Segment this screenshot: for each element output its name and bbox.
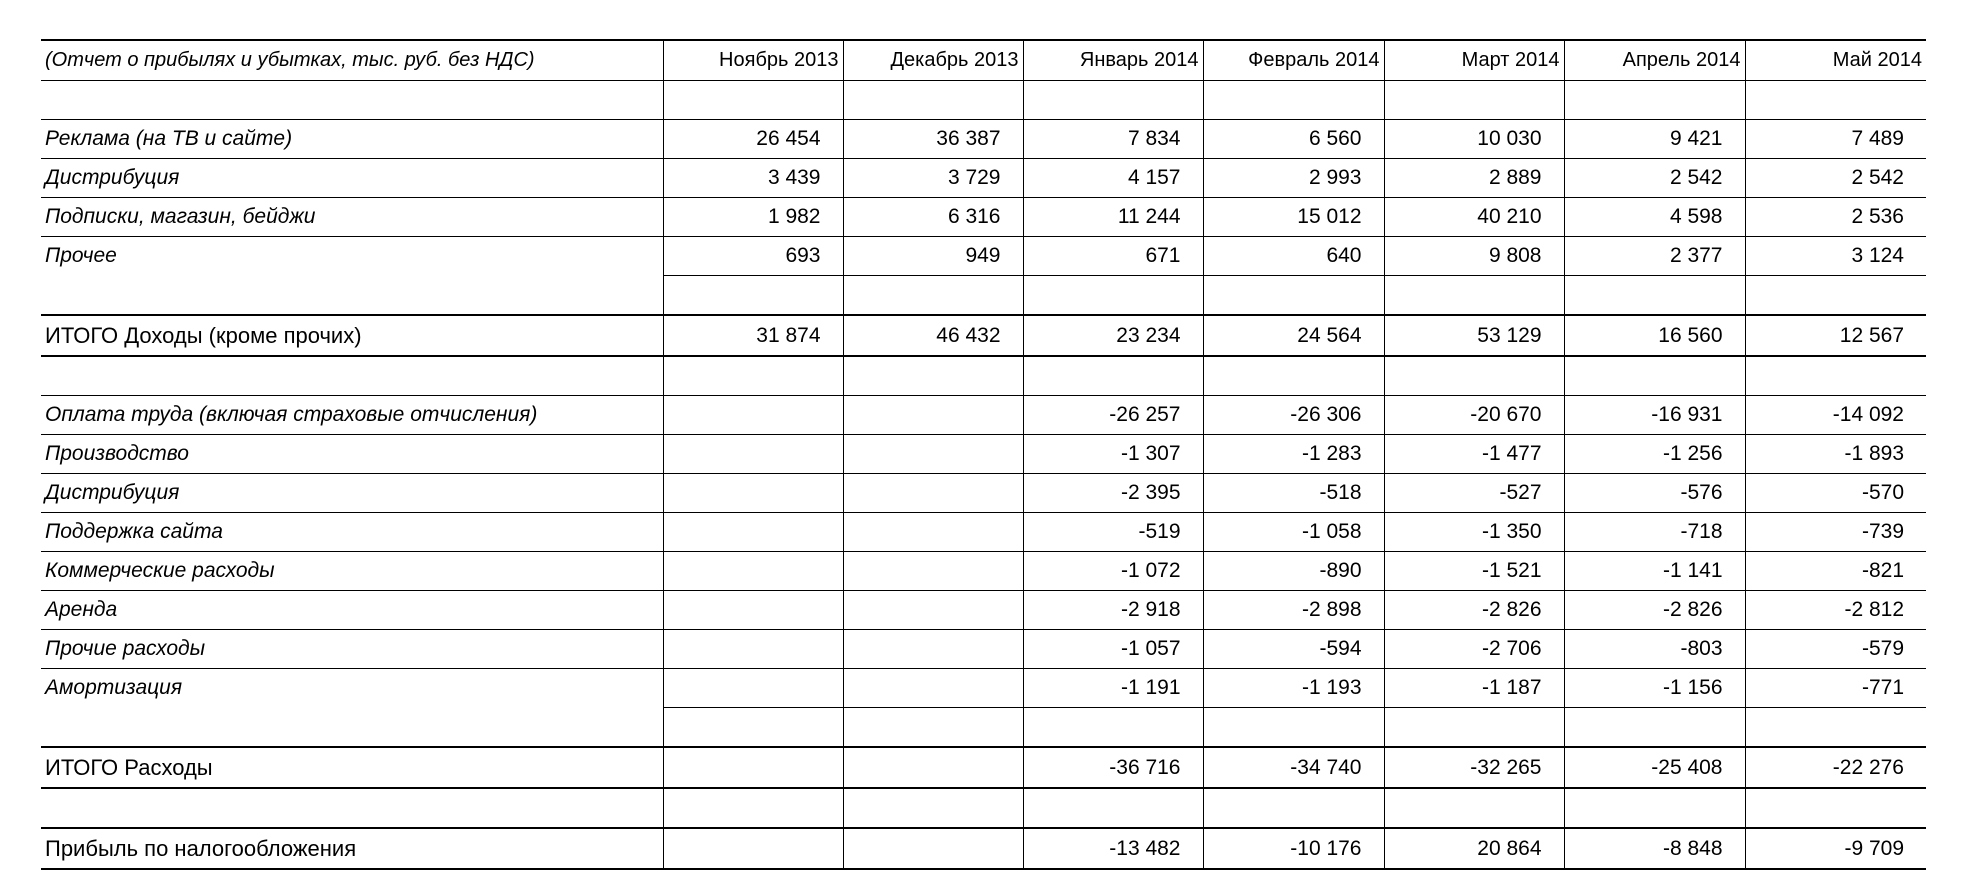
value-cell: 26 454 [663, 120, 843, 159]
value-cell: 20 864 [1384, 828, 1564, 869]
value-cell: 3 439 [663, 159, 843, 198]
expense-row [41, 552, 1926, 591]
income-row [41, 159, 1926, 198]
value-cell: -25 408 [1564, 747, 1745, 788]
value-cell: -2 395 [1023, 474, 1203, 513]
value-cell: -718 [1564, 513, 1745, 552]
value-cell: 9 421 [1564, 120, 1745, 159]
row-label: Подписки, магазин, бейджи [41, 198, 663, 237]
value-cell: 12 567 [1745, 315, 1926, 356]
income-row [41, 120, 1926, 159]
value-cell: 9 808 [1384, 237, 1564, 276]
expense-total-row [41, 747, 1926, 788]
value-cell: -36 716 [1023, 747, 1203, 788]
spacer-cell [1023, 708, 1203, 748]
value-cell [843, 669, 1023, 708]
income-row [41, 237, 1926, 276]
value-cell: -518 [1203, 474, 1384, 513]
value-cell: 23 234 [1023, 315, 1203, 356]
value-cell: -519 [1023, 513, 1203, 552]
value-cell [663, 630, 843, 669]
spacer-cell [1203, 276, 1384, 316]
month-header: Январь 2014 [1023, 40, 1203, 81]
value-cell: -2 826 [1384, 591, 1564, 630]
value-cell [663, 396, 843, 435]
spacer-cell [41, 356, 663, 396]
value-cell: -594 [1203, 630, 1384, 669]
value-cell: -22 276 [1745, 747, 1926, 788]
spacer-cell [843, 708, 1023, 748]
value-cell: -576 [1564, 474, 1745, 513]
row-label: Поддержка сайта [41, 513, 663, 552]
pnl-table [41, 39, 1926, 870]
row-label: ИТОГО Расходы [41, 747, 663, 788]
value-cell: -2 898 [1203, 591, 1384, 630]
value-cell: 7 834 [1023, 120, 1203, 159]
value-cell: 10 030 [1384, 120, 1564, 159]
spacer-cell [663, 356, 843, 396]
expense-row [41, 474, 1926, 513]
spacer-cell [1203, 788, 1384, 828]
month-header: Февраль 2014 [1203, 40, 1384, 81]
value-cell: 3 729 [843, 159, 1023, 198]
row-label: Дистрибуция [41, 159, 663, 198]
spacer-cell [843, 788, 1023, 828]
value-cell: 693 [663, 237, 843, 276]
row-label: Прочее [41, 237, 663, 276]
row-label: Прибыль по налогообложения [41, 828, 663, 869]
spacer-cell [1023, 276, 1203, 316]
expense-row [41, 435, 1926, 474]
value-cell: -1 193 [1203, 669, 1384, 708]
spacer-cell [41, 276, 663, 316]
value-cell: 2 536 [1745, 198, 1926, 237]
value-cell [663, 513, 843, 552]
value-cell: -26 257 [1023, 396, 1203, 435]
value-cell: -821 [1745, 552, 1926, 591]
spacer-cell [1745, 276, 1926, 316]
value-cell: 671 [1023, 237, 1203, 276]
value-cell [843, 591, 1023, 630]
row-label: Реклама (на ТВ и сайте) [41, 120, 663, 159]
expense-row [41, 513, 1926, 552]
spacer-row [41, 356, 1926, 396]
spacer-cell [1564, 788, 1745, 828]
value-cell [663, 474, 843, 513]
value-cell [843, 474, 1023, 513]
row-label: Оплата труда (включая страховые отчисления) [41, 396, 663, 435]
value-cell: 4 598 [1564, 198, 1745, 237]
value-cell [843, 747, 1023, 788]
spacer-row [41, 276, 1926, 316]
value-cell: 640 [1203, 237, 1384, 276]
spacer-cell [41, 788, 663, 828]
value-cell: -13 482 [1023, 828, 1203, 869]
value-cell: -771 [1745, 669, 1926, 708]
header-row [41, 40, 1926, 81]
value-cell: -739 [1745, 513, 1926, 552]
value-cell: 3 124 [1745, 237, 1926, 276]
spacer-cell [1745, 788, 1926, 828]
value-cell: 11 244 [1023, 198, 1203, 237]
value-cell [663, 828, 843, 869]
value-cell: -1 283 [1203, 435, 1384, 474]
row-label: Аренда [41, 591, 663, 630]
value-cell: -1 893 [1745, 435, 1926, 474]
pnl-sheet [41, 39, 1926, 870]
value-cell: 46 432 [843, 315, 1023, 356]
month-header: Май 2014 [1745, 40, 1926, 81]
value-cell: -1 256 [1564, 435, 1745, 474]
value-cell: 2 993 [1203, 159, 1384, 198]
spacer-cell [1384, 788, 1564, 828]
spacer-cell [663, 708, 843, 748]
value-cell: -890 [1203, 552, 1384, 591]
spacer-cell [41, 708, 663, 748]
spacer-cell [843, 276, 1023, 316]
value-cell: -2 918 [1023, 591, 1203, 630]
expense-row [41, 630, 1926, 669]
value-cell: 2 542 [1745, 159, 1926, 198]
spacer-cell [1745, 81, 1926, 120]
value-cell [843, 513, 1023, 552]
value-cell: 24 564 [1203, 315, 1384, 356]
income-total-row [41, 315, 1926, 356]
value-cell: 53 129 [1384, 315, 1564, 356]
income-row [41, 198, 1926, 237]
value-cell: -1 141 [1564, 552, 1745, 591]
spacer-cell [1023, 356, 1203, 396]
value-cell: 949 [843, 237, 1023, 276]
row-label: Производство [41, 435, 663, 474]
value-cell: 4 157 [1023, 159, 1203, 198]
row-label: Дистрибуция [41, 474, 663, 513]
spacer-cell [1564, 708, 1745, 748]
value-cell: 15 012 [1203, 198, 1384, 237]
value-cell: 31 874 [663, 315, 843, 356]
month-header: Апрель 2014 [1564, 40, 1745, 81]
value-cell: 2 377 [1564, 237, 1745, 276]
row-label: Коммерческие расходы [41, 552, 663, 591]
value-cell [663, 669, 843, 708]
spacer-cell [1564, 276, 1745, 316]
spacer-cell [1384, 708, 1564, 748]
value-cell: -1 477 [1384, 435, 1564, 474]
expense-row [41, 591, 1926, 630]
value-cell: -1 058 [1203, 513, 1384, 552]
expense-row [41, 396, 1926, 435]
spacer-cell [1203, 356, 1384, 396]
value-cell: -2 812 [1745, 591, 1926, 630]
spacer-cell [843, 356, 1023, 396]
value-cell [843, 630, 1023, 669]
spacer-cell [663, 81, 843, 120]
month-header: Ноябрь 2013 [663, 40, 843, 81]
spacer-cell [1203, 81, 1384, 120]
value-cell: 7 489 [1745, 120, 1926, 159]
report-title: (Отчет о прибылях и убытках, тыс. руб. без НДС) [41, 40, 663, 81]
month-header: Март 2014 [1384, 40, 1564, 81]
spacer-row [41, 81, 1926, 120]
spacer-cell [1745, 356, 1926, 396]
value-cell: 6 560 [1203, 120, 1384, 159]
spacer-cell [1384, 356, 1564, 396]
value-cell [843, 435, 1023, 474]
value-cell: 1 982 [663, 198, 843, 237]
spacer-row [41, 708, 1926, 748]
row-label: ИТОГО Доходы (кроме прочих) [41, 315, 663, 356]
value-cell: -10 176 [1203, 828, 1384, 869]
value-cell: 36 387 [843, 120, 1023, 159]
spacer-cell [663, 788, 843, 828]
value-cell [843, 828, 1023, 869]
value-cell: -2 706 [1384, 630, 1564, 669]
spacer-cell [663, 276, 843, 316]
value-cell [663, 747, 843, 788]
value-cell: -1 191 [1023, 669, 1203, 708]
value-cell: -9 709 [1745, 828, 1926, 869]
value-cell: -1 187 [1384, 669, 1564, 708]
row-label: Амортизация [41, 669, 663, 708]
value-cell: -1 307 [1023, 435, 1203, 474]
value-cell: -527 [1384, 474, 1564, 513]
expense-row [41, 669, 1926, 708]
value-cell: -2 826 [1564, 591, 1745, 630]
value-cell: -579 [1745, 630, 1926, 669]
value-cell: -32 265 [1384, 747, 1564, 788]
value-cell: -570 [1745, 474, 1926, 513]
row-label: Прочие расходы [41, 630, 663, 669]
value-cell: -14 092 [1745, 396, 1926, 435]
spacer-cell [1564, 356, 1745, 396]
value-cell [663, 552, 843, 591]
value-cell [663, 591, 843, 630]
value-cell: -1 072 [1023, 552, 1203, 591]
spacer-cell [1384, 81, 1564, 120]
value-cell: -1 521 [1384, 552, 1564, 591]
value-cell: -803 [1564, 630, 1745, 669]
value-cell: -8 848 [1564, 828, 1745, 869]
spacer-cell [1564, 81, 1745, 120]
month-header: Декабрь 2013 [843, 40, 1023, 81]
value-cell: -16 931 [1564, 396, 1745, 435]
value-cell: 2 889 [1384, 159, 1564, 198]
value-cell [843, 396, 1023, 435]
spacer-cell [1203, 708, 1384, 748]
spacer-cell [843, 81, 1023, 120]
value-cell: 16 560 [1564, 315, 1745, 356]
spacer-row [41, 788, 1926, 828]
value-cell [663, 435, 843, 474]
profit-row [41, 828, 1926, 869]
value-cell: -20 670 [1384, 396, 1564, 435]
value-cell: -1 057 [1023, 630, 1203, 669]
value-cell [843, 552, 1023, 591]
value-cell: -1 156 [1564, 669, 1745, 708]
value-cell: -1 350 [1384, 513, 1564, 552]
value-cell: -34 740 [1203, 747, 1384, 788]
spacer-cell [1023, 81, 1203, 120]
spacer-cell [1384, 276, 1564, 316]
spacer-cell [41, 81, 663, 120]
value-cell: 6 316 [843, 198, 1023, 237]
value-cell: 2 542 [1564, 159, 1745, 198]
value-cell: 40 210 [1384, 198, 1564, 237]
value-cell: -26 306 [1203, 396, 1384, 435]
spacer-cell [1745, 708, 1926, 748]
spacer-cell [1023, 788, 1203, 828]
